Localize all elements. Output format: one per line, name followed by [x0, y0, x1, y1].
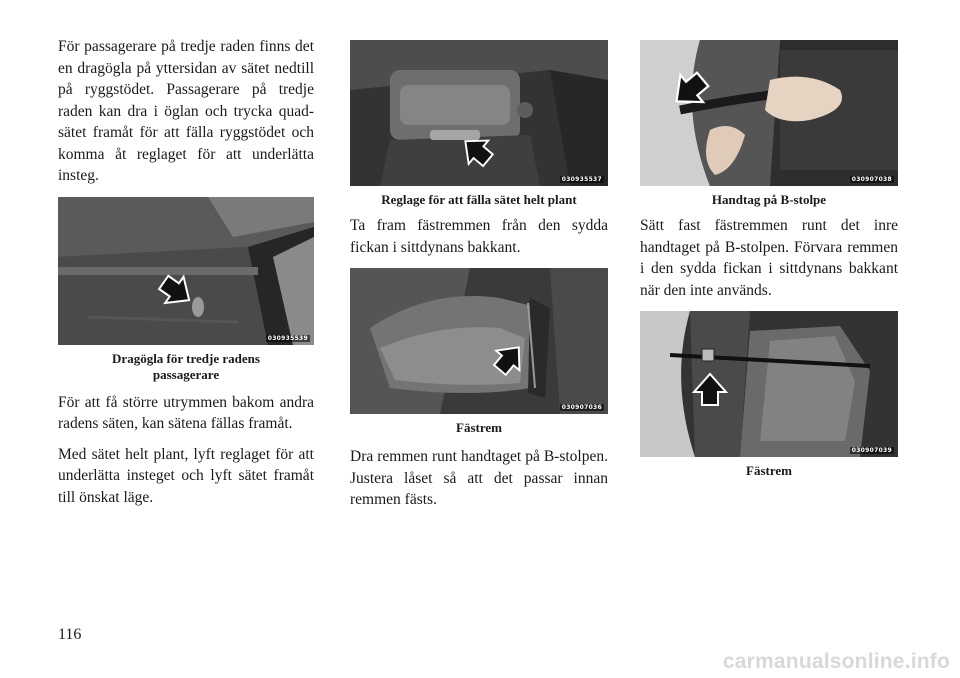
photo [640, 40, 898, 186]
figure-caption: Fästrem [456, 420, 502, 435]
figure-caption: Fästrem [746, 463, 792, 478]
pointer-arrow-icon [458, 132, 496, 170]
figure-b-pillar-handle [640, 40, 898, 208]
pointer-arrow-icon [156, 271, 196, 311]
pointer-arrow-icon [490, 340, 528, 378]
paragraph: Sätt fast fästremmen runt det inre handtaget på B-stolpen. Förvara remmen i den sydda fickan i sittdynans bakkant när den inte används. [640, 217, 898, 299]
image-code: 030907038 [851, 176, 892, 183]
figure-tether-strap-2 [640, 311, 898, 479]
photo [350, 40, 608, 186]
figure-fold-flat-lever [350, 40, 608, 208]
photo [58, 197, 314, 345]
pointer-arrow-icon [668, 68, 712, 112]
image-code: 030935537 [561, 176, 602, 183]
paragraph: Dra remmen runt handtaget på B-stolpen. Justera låset så att det passar innan remmen fästs. [350, 448, 608, 508]
pointer-arrow-icon [690, 367, 730, 413]
column-2 [350, 40, 608, 511]
figure-third-row-pull-loop [58, 197, 314, 383]
photo [640, 311, 898, 457]
watermark: carmanualsonline.info [722, 650, 950, 673]
figure-caption: Handtag på B-stolpe [711, 192, 827, 207]
paragraph: För att få större utrymmen bakom andra radens säten, kan sätena fällas framåt. [58, 393, 314, 432]
column-3 [640, 40, 898, 479]
paragraph: Med sätet helt plant, lyft reglaget för att underlätta insteget och lyft sätet framåt till önskat läge. [58, 445, 314, 506]
photo [350, 268, 608, 414]
image-code: 030907039 [851, 447, 892, 454]
paragraph: Ta fram fästremmen från den sydda fickan i sittdynans bakkant. [350, 217, 608, 256]
figure-tether-strap-1 [350, 268, 608, 436]
figure-caption: Reglage för att fälla sätet helt plant [381, 192, 577, 207]
paragraph: För passagerare på tredje raden finns det en dragögla på yttersidan av sätet nedtill på ryggstödet. Passagerare på tredje raden kan dra i öglan och trycka quad-sätet framåt för att fälla ryggstödet och komma åt reglaget för att underlätta insteg. [58, 38, 314, 184]
column-1 [58, 36, 314, 508]
page-number: 116 [58, 626, 82, 643]
image-code: 030935539 [267, 334, 308, 342]
image-code: 030907036 [561, 404, 602, 411]
figure-caption: Dragögla för tredje radens passagerare [112, 350, 260, 382]
